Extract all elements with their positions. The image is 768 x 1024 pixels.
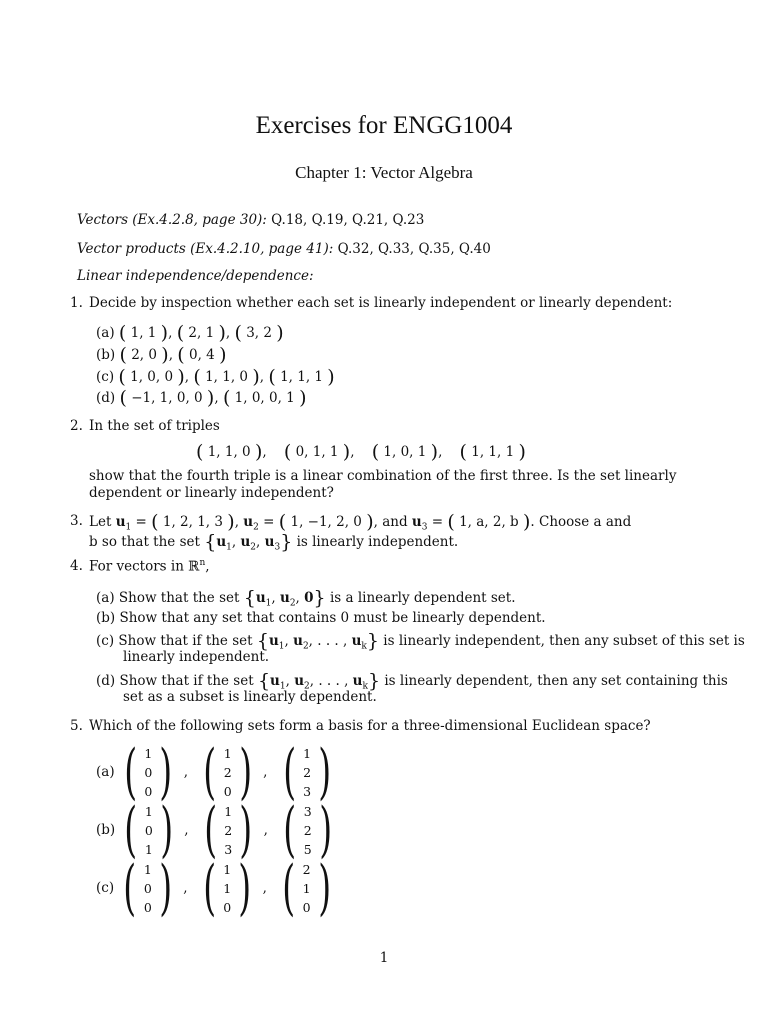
- q1-item-label: (d): [96, 390, 116, 406]
- q5-text: Which of the following sets form a basis for a three-dimensional Euclidean space?: [89, 718, 651, 734]
- ref-vector-products-label: Vector products (Ex.4.2.10, page 41):: [77, 241, 334, 257]
- q4-item-pre: Show that if the set: [118, 633, 253, 649]
- q2-number: 2.: [70, 418, 83, 434]
- q4-number: 4.: [70, 558, 83, 574]
- q1-item-label: (c): [96, 369, 115, 385]
- triple: 1, 1, 1: [471, 444, 515, 460]
- vector: 1, 1: [130, 325, 157, 341]
- column-vector: ( 1 2 3 ): [204, 795, 253, 865]
- vector: 1, 0, 0: [130, 369, 174, 385]
- q1-item-label: (a): [96, 325, 115, 341]
- vector: 1, 1, 1: [280, 369, 323, 385]
- vector: 1, 0, 0, 1: [234, 390, 295, 406]
- q5-item-label: (a): [96, 764, 115, 780]
- column-vector: ( 3 2 5 ): [283, 795, 332, 865]
- q3-let: Let: [89, 514, 112, 530]
- ref-vector-products-questions: Q.32, Q.33, Q.35, Q.40: [337, 241, 491, 257]
- triple: 1, 0, 1: [383, 444, 427, 460]
- q1-number: 1.: [70, 295, 83, 311]
- u1-vector: 1, 2, 1, 3: [162, 514, 223, 530]
- q5-item-b: (b) ( 1 0 1 ) , ( 1 2 3 ) , ( 3 2 5 ): [96, 800, 337, 860]
- chapter-heading: Chapter 1: Vector Algebra: [295, 163, 473, 182]
- q3-line2: b so that the set {$u_1$, $u_2$, $u_3$} is linearly independent.: [89, 531, 459, 553]
- column-vector: ( 1 2 0 ): [203, 737, 252, 807]
- q4-item-d: (d) Show that if the set {$u_1$, $u_2$, . . . , $u_k$} is linearly dependent, then any set containing this: [96, 670, 728, 692]
- q1-item-d: (d) ( −1, 1, 0, 0 ), ( 1, 0, 0, 1 ): [96, 387, 307, 409]
- q5-item-a: (a) ( 1 0 0 ) , ( 1 2 0 ) , ( 1 2 3 ): [96, 742, 336, 802]
- u2-vector: 1, −1, 2, 0: [290, 514, 362, 530]
- triple: 1, 1, 0: [207, 444, 251, 460]
- page-number: 1: [379, 950, 389, 966]
- column-vector: ( 1 0 1 ): [124, 795, 174, 865]
- vector: 2, 0: [131, 347, 157, 363]
- column-vector: ( 2 1 0 ): [282, 853, 331, 923]
- column-vector: ( 1 0 0 ): [124, 737, 173, 807]
- q5-item-label: (b): [96, 822, 116, 838]
- q4-item-c: (c) Show that if the set {$u_1$, $u_2$, . . . , $u_k$} is linearly independent, then any subset of this set is: [96, 630, 745, 652]
- ref-vectors-label: Vectors (Ex.4.2.8, page 30):: [77, 212, 267, 228]
- vector: 1, 1, 0: [205, 369, 249, 385]
- q2-text: show that the fourth triple is a linear combination of the first three. Is the set linearly dependent or linearly independent?: [89, 468, 677, 501]
- vector: −1, 1, 0, 0: [131, 390, 203, 406]
- section-label: Linear independence/dependence:: [77, 268, 314, 284]
- q1-item-b: (b) ( 2, 0 ), ( 0, 4 ): [96, 344, 227, 366]
- q4-item-b: [96, 610, 546, 626]
- q4-item-pre: Show that if the set: [119, 673, 254, 689]
- q4-item-a: (a) Show that the set {$u_1$, $u_2$, 0} is a linearly dependent set.: [96, 587, 516, 609]
- q4-item-label: (b): [96, 610, 116, 626]
- q4-text-label: For vectors in: [89, 558, 184, 575]
- q5-number: 5.: [70, 718, 83, 734]
- q3-and: , and: [373, 514, 408, 530]
- q1-text: Decide by inspection whether each set is linearly independent or linearly dependent:: [89, 295, 673, 311]
- ref-vector-products: [77, 241, 491, 257]
- ref-vectors-questions: Q.18, Q.19, Q.21, Q.23: [271, 212, 425, 228]
- q3-number: 3.: [70, 513, 83, 529]
- q4-text: For vectors in ℝ$^n$,: [89, 558, 210, 575]
- u3-vector: 1, a, 2, b: [459, 514, 519, 530]
- page-title: Exercises for ENGG1004: [255, 112, 513, 139]
- q1-item-label: (b): [96, 347, 116, 363]
- q4-item-post: is a linearly dependent set.: [329, 590, 516, 606]
- q1-item-a: (a) ( 1, 1 ), ( 2, 1 ), ( 3, 2 ): [96, 322, 284, 344]
- triple: 0, 1, 1: [295, 444, 339, 460]
- vector: 3, 2: [246, 325, 272, 341]
- q2-intro: In the set of triples: [89, 418, 220, 434]
- q2-triples: ( 1, 1, 0 ), ( 0, 1, 1 ), ( 1, 0, 1 ), ( 1, 1, 1 ): [196, 441, 526, 463]
- q5-item-c: (c) ( 1 0 0 ) , ( 1 1 0 ) , ( 2 1 0 ): [96, 858, 336, 918]
- q4-item-post: is linearly independent, then any subset of this set is: [383, 633, 745, 649]
- q3-tail: . Choose a and: [530, 514, 632, 530]
- q5-item-label: (c): [96, 880, 115, 896]
- ref-vectors: [77, 212, 424, 228]
- column-vector: ( 1 1 0 ): [203, 853, 252, 923]
- q4-item-post: is linearly dependent, then any set containing this: [384, 673, 728, 689]
- q4-item-label: (c): [96, 633, 115, 649]
- vector: 0, 4: [189, 347, 215, 363]
- q4-item-text: Show that any set that contains 0 must be linearly dependent.: [119, 610, 546, 626]
- q4-item-label: (a): [96, 590, 115, 606]
- q4-item-c-line2: linearly independent.: [123, 649, 270, 665]
- q1-item-c: (c) ( 1, 0, 0 ), ( 1, 1, 0 ), ( 1, 1, 1 ): [96, 366, 335, 388]
- q4-item-label: (d): [96, 673, 116, 689]
- q3-line2-tail: is linearly independent.: [296, 534, 459, 550]
- column-vector: ( 1 2 3 ): [282, 737, 332, 807]
- q3-line2-text: b so that the set: [89, 534, 200, 550]
- q3-line1: Let $u_1$ = ( 1, 2, 1, 3 ), $u_2$ = ( 1, −1, 2, 0 ), and $u_3$ = ( 1, a, 2, b ). Choose a and: [89, 511, 632, 533]
- q4-item-d-line2: set as a subset is linearly dependent.: [123, 689, 377, 705]
- vector: 2, 1: [188, 325, 215, 341]
- column-vector: ( 1 0 0 ): [123, 853, 172, 923]
- q4-item-pre: Show that the set: [118, 590, 240, 606]
